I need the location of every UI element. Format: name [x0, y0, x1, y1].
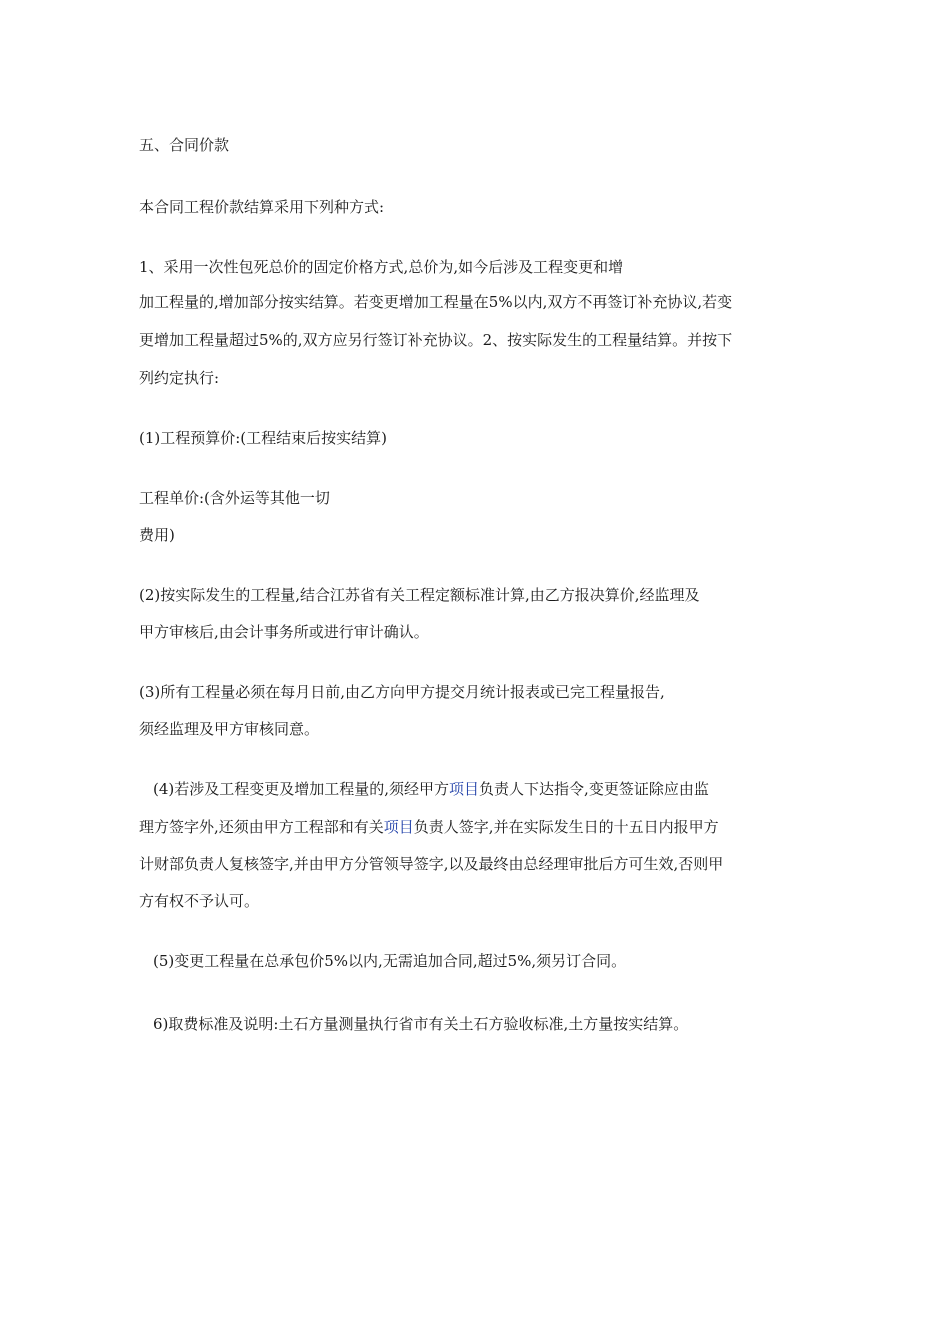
clause-1-line-1: 1、采用一次性包死总价的固定价格方式,总价为,如今后涉及工程变更和增 [139, 258, 624, 276]
unit-price-line-1: 工程单价:(含外运等其他一切 [139, 489, 330, 507]
item-4-line-2-text-b: 负责人签字,并在实际发生日的十五日内报甲方 [413, 818, 719, 836]
item-2-line-1: (2)按实际发生的工程量,结合江苏省有关工程定额标准计算,由乙方报决算价,经监理及 [139, 586, 700, 604]
project-link[interactable]: 项目 [449, 780, 480, 798]
item-5: (5)变更工程量在总承包价5%以内,无需追加合同,超过5%,须另订合同。 [153, 952, 627, 970]
project-link[interactable]: 项目 [383, 818, 414, 836]
item-4-line-1-text-a: (4)若涉及工程变更及增加工程量的,须经甲方 [153, 780, 450, 798]
item-4-line-3: 计财部负责人复核签字,并由甲方分管领导签字,以及最终由总经理审批后方可生效,否则甲 [139, 855, 724, 873]
item-1: (1)工程预算价:(工程结束后按实结算) [139, 429, 388, 447]
item-4-line-4: 方有权不予认可。 [139, 892, 260, 910]
item-4-line-2 [139, 816, 719, 838]
intro-paragraph: 本合同工程价款结算采用下列种方式: [139, 198, 385, 216]
clause-1-line-3: 更增加工程量超过5%的,双方应另行签订补充协议。2、按实际发生的工程量结算。并按下 [139, 331, 733, 349]
item-6: 6)取费标准及说明:土石方量测量执行省市有关土石方验收标准,土方量按实结算。 [153, 1015, 689, 1033]
item-4-line-2-text-a: 理方签字外,还须由甲方工程部和有关 [139, 818, 384, 836]
item-4-line-1-text-b: 负责人下达指令,变更签证除应由监 [479, 780, 709, 798]
item-3-line-2: 须经监理及甲方审核同意。 [139, 720, 320, 738]
item-4-line-1 [153, 778, 709, 800]
section-heading: 五、合同价款 [139, 136, 230, 154]
clause-1-line-2: 加工程量的,增加部分按实结算。若变更增加工程量在5%以内,双方不再签订补充协议,若变 [139, 293, 733, 311]
item-2-line-2: 甲方审核后,由会计事务所或进行审计确认。 [139, 623, 429, 641]
clause-1-line-4: 列约定执行: [139, 369, 220, 387]
item-3-line-1: (3)所有工程量必须在每月日前,由乙方向甲方提交月统计报表或已完工程量报告, [139, 683, 665, 701]
unit-price-line-2: 费用) [139, 526, 175, 544]
